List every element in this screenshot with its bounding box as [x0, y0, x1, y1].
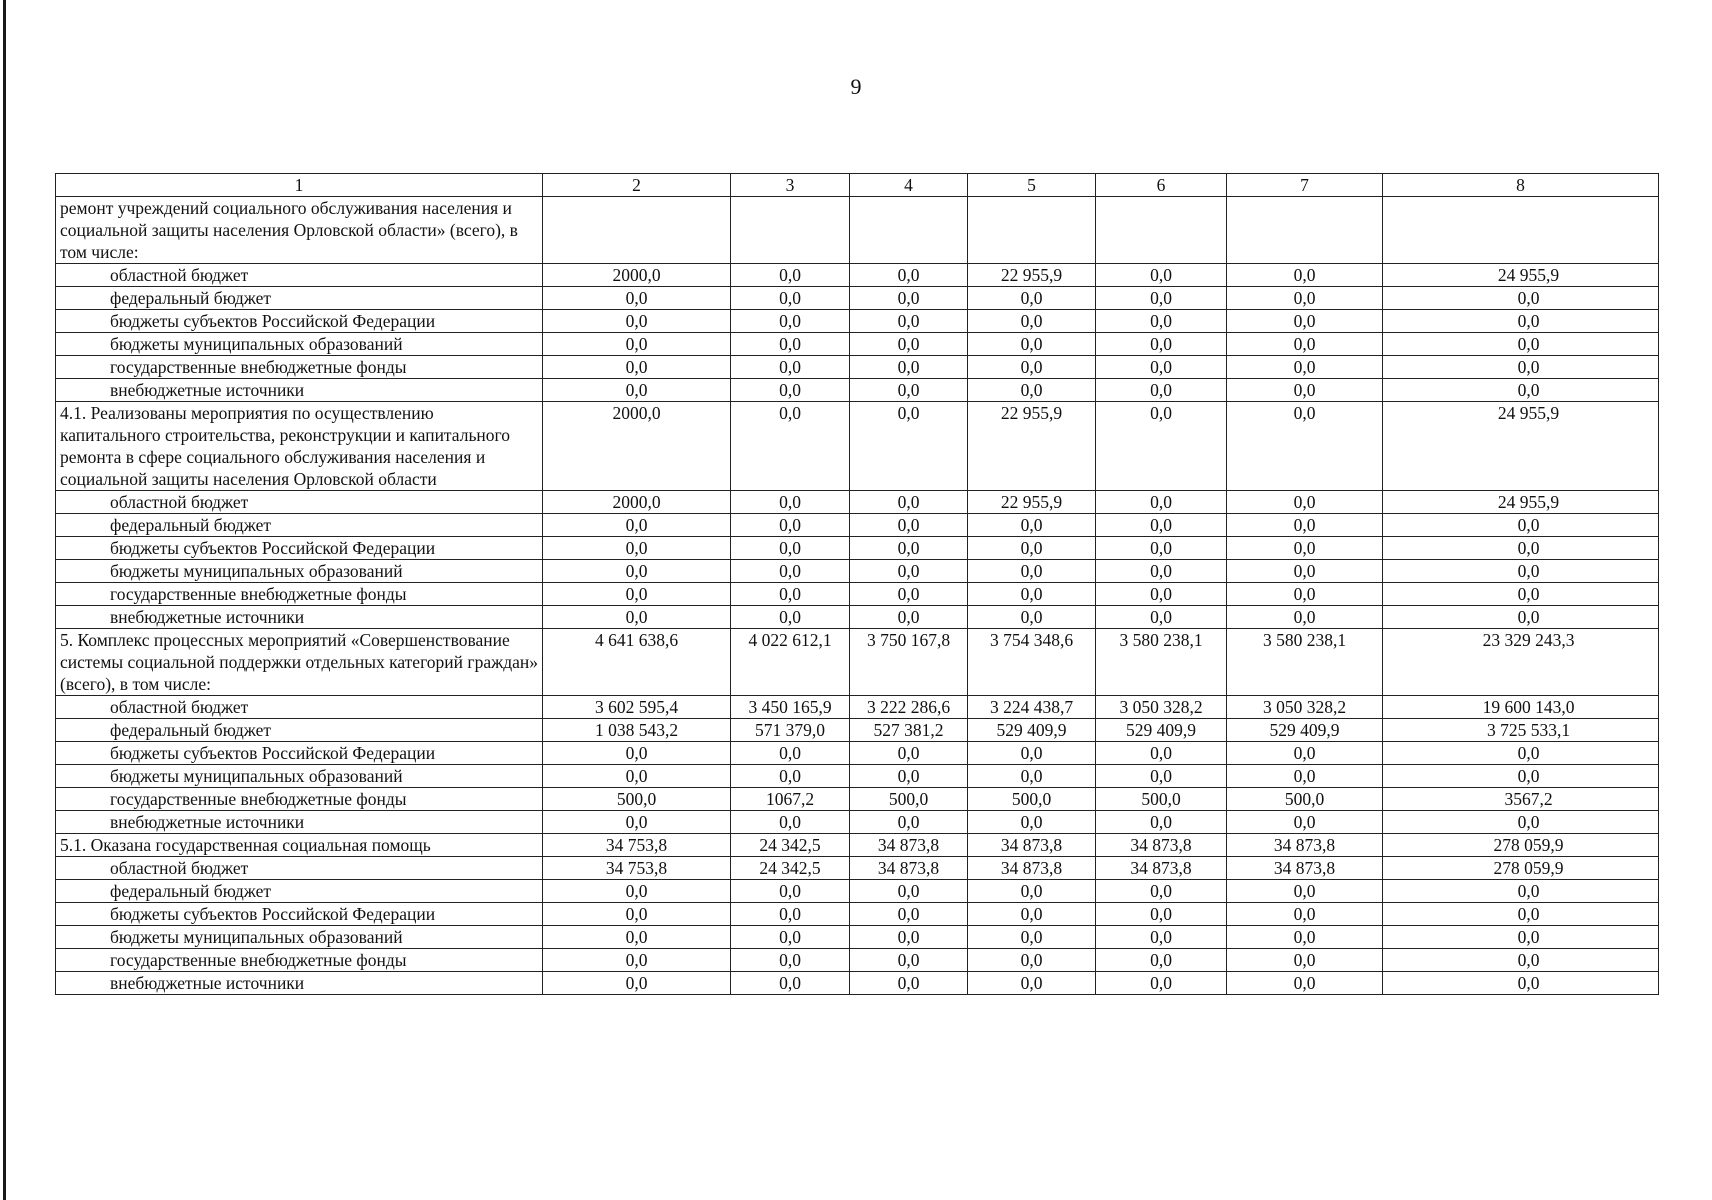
value-cell: [731, 197, 850, 264]
value-cell: 0,0: [1383, 537, 1659, 560]
value-cell: 0,0: [850, 949, 968, 972]
value-cell: 0,0: [1096, 333, 1227, 356]
value-cell: [543, 197, 731, 264]
value-cell: 0,0: [543, 606, 731, 629]
value-cell: 0,0: [1227, 333, 1383, 356]
value-cell: 0,0: [1227, 949, 1383, 972]
row-label: бюджеты субъектов Российской Федерации: [56, 310, 543, 333]
value-cell: 0,0: [543, 379, 731, 402]
value-cell: 0,0: [1227, 606, 1383, 629]
value-cell: 3567,2: [1383, 788, 1659, 811]
value-cell: 3 450 165,9: [731, 696, 850, 719]
value-cell: 24 342,5: [731, 857, 850, 880]
value-cell: 34 873,8: [850, 857, 968, 880]
value-cell: 0,0: [1227, 287, 1383, 310]
value-cell: 0,0: [731, 606, 850, 629]
row-label: бюджеты субъектов Российской Федерации: [56, 903, 543, 926]
value-cell: 24 955,9: [1383, 491, 1659, 514]
value-cell: 0,0: [543, 742, 731, 765]
row-label: государственные внебюджетные фонды: [56, 788, 543, 811]
value-cell: 0,0: [1096, 811, 1227, 834]
value-cell: 0,0: [731, 583, 850, 606]
table-row: [56, 926, 1659, 949]
scan-left-edge: [3, 0, 6, 1200]
value-cell: 0,0: [543, 903, 731, 926]
value-cell: 0,0: [968, 310, 1096, 333]
table-row: [56, 356, 1659, 379]
value-cell: 1 038 543,2: [543, 719, 731, 742]
value-cell: 19 600 143,0: [1383, 696, 1659, 719]
value-cell: 1067,2: [731, 788, 850, 811]
value-cell: 0,0: [543, 333, 731, 356]
value-cell: 0,0: [1096, 402, 1227, 491]
value-cell: 278 059,9: [1383, 857, 1659, 880]
row-label: федеральный бюджет: [56, 287, 543, 310]
value-cell: 500,0: [1096, 788, 1227, 811]
table-row: [56, 880, 1659, 903]
value-cell: 34 753,8: [543, 834, 731, 857]
value-cell: 0,0: [968, 356, 1096, 379]
table-row: [56, 560, 1659, 583]
col-header: 3: [731, 174, 850, 197]
value-cell: 3 754 348,6: [968, 629, 1096, 696]
value-cell: 0,0: [850, 606, 968, 629]
value-cell: 0,0: [850, 356, 968, 379]
value-cell: 0,0: [968, 765, 1096, 788]
value-cell: 0,0: [1227, 402, 1383, 491]
value-cell: 0,0: [731, 537, 850, 560]
value-cell: 0,0: [850, 903, 968, 926]
value-cell: 0,0: [1227, 811, 1383, 834]
table-row: [56, 333, 1659, 356]
row-label: бюджеты субъектов Российской Федерации: [56, 537, 543, 560]
value-cell: 0,0: [1227, 514, 1383, 537]
row-label: областной бюджет: [56, 696, 543, 719]
table-row: [56, 765, 1659, 788]
row-label: ремонт учреждений социального обслуживания населения и социальной защиты населения Орловской области» (всего), в том числе:: [56, 197, 543, 264]
value-cell: 0,0: [1383, 880, 1659, 903]
row-label: внебюджетные источники: [56, 606, 543, 629]
value-cell: 3 580 238,1: [1096, 629, 1227, 696]
value-cell: 0,0: [731, 491, 850, 514]
value-cell: 0,0: [543, 765, 731, 788]
value-cell: 0,0: [543, 811, 731, 834]
value-cell: 0,0: [850, 402, 968, 491]
row-label: бюджеты муниципальных образований: [56, 926, 543, 949]
value-cell: 0,0: [1096, 287, 1227, 310]
value-cell: 0,0: [1096, 742, 1227, 765]
value-cell: 0,0: [731, 287, 850, 310]
value-cell: 34 873,8: [968, 857, 1096, 880]
row-label: федеральный бюджет: [56, 719, 543, 742]
row-label: областной бюджет: [56, 491, 543, 514]
value-cell: 0,0: [1096, 491, 1227, 514]
value-cell: 500,0: [543, 788, 731, 811]
value-cell: 0,0: [543, 537, 731, 560]
value-cell: 0,0: [1096, 765, 1227, 788]
col-header: 2: [543, 174, 731, 197]
value-cell: 0,0: [731, 742, 850, 765]
row-label: 5.1. Оказана государственная социальная помощь: [56, 834, 543, 857]
value-cell: 0,0: [1383, 811, 1659, 834]
value-cell: 0,0: [1383, 514, 1659, 537]
table-row: [56, 811, 1659, 834]
value-cell: 22 955,9: [968, 402, 1096, 491]
value-cell: 23 329 243,3: [1383, 629, 1659, 696]
value-cell: 3 050 328,2: [1096, 696, 1227, 719]
table-row: [56, 606, 1659, 629]
row-label: федеральный бюджет: [56, 514, 543, 537]
value-cell: 0,0: [731, 972, 850, 995]
value-cell: 0,0: [731, 765, 850, 788]
value-cell: 3 224 438,7: [968, 696, 1096, 719]
value-cell: 0,0: [543, 949, 731, 972]
table-body: [56, 197, 1659, 995]
value-cell: 34 873,8: [1096, 857, 1227, 880]
value-cell: 0,0: [968, 379, 1096, 402]
value-cell: 0,0: [1383, 903, 1659, 926]
value-cell: 24 342,5: [731, 834, 850, 857]
row-label: внебюджетные источники: [56, 811, 543, 834]
value-cell: 0,0: [850, 287, 968, 310]
value-cell: 0,0: [1227, 926, 1383, 949]
value-cell: 0,0: [850, 264, 968, 287]
value-cell: 0,0: [968, 560, 1096, 583]
value-cell: 0,0: [968, 880, 1096, 903]
value-cell: 0,0: [731, 903, 850, 926]
table-row: [56, 491, 1659, 514]
value-cell: 3 602 595,4: [543, 696, 731, 719]
table-row: [56, 583, 1659, 606]
value-cell: 0,0: [1227, 972, 1383, 995]
value-cell: 0,0: [1227, 379, 1383, 402]
value-cell: 0,0: [1227, 765, 1383, 788]
value-cell: 0,0: [1383, 356, 1659, 379]
value-cell: 0,0: [543, 560, 731, 583]
value-cell: 0,0: [1227, 583, 1383, 606]
value-cell: 500,0: [1227, 788, 1383, 811]
value-cell: 22 955,9: [968, 491, 1096, 514]
value-cell: 0,0: [1227, 356, 1383, 379]
value-cell: 0,0: [731, 926, 850, 949]
value-cell: 0,0: [1227, 742, 1383, 765]
value-cell: 0,0: [1096, 903, 1227, 926]
value-cell: 0,0: [1383, 560, 1659, 583]
table-row: [56, 310, 1659, 333]
col-header: 7: [1227, 174, 1383, 197]
table-row: [56, 949, 1659, 972]
row-label: областной бюджет: [56, 264, 543, 287]
row-label: федеральный бюджет: [56, 880, 543, 903]
table-row: [56, 264, 1659, 287]
value-cell: 0,0: [1096, 972, 1227, 995]
row-label: бюджеты муниципальных образований: [56, 765, 543, 788]
table-row: [56, 696, 1659, 719]
value-cell: [1096, 197, 1227, 264]
value-cell: 0,0: [1096, 880, 1227, 903]
value-cell: 278 059,9: [1383, 834, 1659, 857]
value-cell: 3 725 533,1: [1383, 719, 1659, 742]
value-cell: 0,0: [850, 560, 968, 583]
value-cell: 34 873,8: [968, 834, 1096, 857]
value-cell: 0,0: [968, 287, 1096, 310]
value-cell: 0,0: [731, 811, 850, 834]
value-cell: 0,0: [1383, 972, 1659, 995]
header-row: [56, 174, 1659, 197]
value-cell: 0,0: [850, 491, 968, 514]
value-cell: 34 873,8: [1096, 834, 1227, 857]
value-cell: 24 955,9: [1383, 264, 1659, 287]
value-cell: 0,0: [1227, 537, 1383, 560]
value-cell: 0,0: [968, 949, 1096, 972]
value-cell: 0,0: [850, 514, 968, 537]
value-cell: 0,0: [1383, 310, 1659, 333]
row-label: государственные внебюджетные фонды: [56, 356, 543, 379]
value-cell: 0,0: [850, 742, 968, 765]
value-cell: 0,0: [968, 972, 1096, 995]
table-row: [56, 379, 1659, 402]
value-cell: 34 873,8: [1227, 857, 1383, 880]
value-cell: 0,0: [968, 742, 1096, 765]
value-cell: 0,0: [850, 537, 968, 560]
value-cell: 0,0: [731, 402, 850, 491]
value-cell: 0,0: [1383, 287, 1659, 310]
row-label: государственные внебюджетные фонды: [56, 949, 543, 972]
value-cell: 0,0: [1227, 491, 1383, 514]
value-cell: 0,0: [850, 880, 968, 903]
value-cell: 0,0: [850, 583, 968, 606]
value-cell: 24 955,9: [1383, 402, 1659, 491]
value-cell: 0,0: [1096, 264, 1227, 287]
value-cell: 0,0: [968, 333, 1096, 356]
value-cell: 0,0: [543, 356, 731, 379]
value-cell: 0,0: [1096, 926, 1227, 949]
value-cell: 0,0: [543, 880, 731, 903]
value-cell: 529 409,9: [968, 719, 1096, 742]
value-cell: 0,0: [731, 333, 850, 356]
value-cell: 0,0: [543, 514, 731, 537]
value-cell: 0,0: [1383, 742, 1659, 765]
col-header: 1: [56, 174, 543, 197]
value-cell: 2000,0: [543, 491, 731, 514]
table-row: [56, 972, 1659, 995]
value-cell: 0,0: [1383, 949, 1659, 972]
value-cell: 0,0: [850, 972, 968, 995]
value-cell: 0,0: [1383, 926, 1659, 949]
value-cell: 0,0: [543, 972, 731, 995]
table-row: [56, 402, 1659, 491]
value-cell: 0,0: [1096, 514, 1227, 537]
value-cell: 0,0: [1096, 606, 1227, 629]
value-cell: 0,0: [1096, 583, 1227, 606]
value-cell: 0,0: [850, 926, 968, 949]
table-row: [56, 719, 1659, 742]
value-cell: 0,0: [1227, 310, 1383, 333]
table-row: [56, 742, 1659, 765]
table-row: [56, 788, 1659, 811]
value-cell: 0,0: [1096, 949, 1227, 972]
table-row: [56, 537, 1659, 560]
value-cell: 500,0: [968, 788, 1096, 811]
value-cell: 571 379,0: [731, 719, 850, 742]
value-cell: 0,0: [1096, 537, 1227, 560]
value-cell: 0,0: [731, 560, 850, 583]
value-cell: 0,0: [850, 765, 968, 788]
value-cell: 0,0: [1096, 379, 1227, 402]
table-row: [56, 903, 1659, 926]
value-cell: 0,0: [968, 811, 1096, 834]
value-cell: 0,0: [1096, 356, 1227, 379]
value-cell: 0,0: [968, 514, 1096, 537]
value-cell: 0,0: [731, 264, 850, 287]
value-cell: 3 750 167,8: [850, 629, 968, 696]
row-label: бюджеты муниципальных образований: [56, 560, 543, 583]
table-row: [56, 514, 1659, 537]
value-cell: 500,0: [850, 788, 968, 811]
budget-table: [55, 173, 1659, 995]
value-cell: 0,0: [968, 903, 1096, 926]
value-cell: 0,0: [1227, 264, 1383, 287]
col-header: 5: [968, 174, 1096, 197]
value-cell: 0,0: [850, 333, 968, 356]
table-row: [56, 197, 1659, 264]
value-cell: 3 050 328,2: [1227, 696, 1383, 719]
value-cell: 0,0: [1096, 310, 1227, 333]
value-cell: 34 873,8: [1227, 834, 1383, 857]
value-cell: 2000,0: [543, 402, 731, 491]
value-cell: 34 753,8: [543, 857, 731, 880]
value-cell: 0,0: [731, 379, 850, 402]
value-cell: [850, 197, 968, 264]
value-cell: 0,0: [1383, 333, 1659, 356]
col-header: 4: [850, 174, 968, 197]
value-cell: [1227, 197, 1383, 264]
value-cell: 0,0: [1383, 583, 1659, 606]
value-cell: 527 381,2: [850, 719, 968, 742]
value-cell: 0,0: [731, 310, 850, 333]
value-cell: 4 641 638,6: [543, 629, 731, 696]
row-label: 4.1. Реализованы мероприятия по осуществлению капитального строительства, реконструкции и капитального ремонта в сфере социального обслуживания населения и социальной защиты населения Орловской области: [56, 402, 543, 491]
value-cell: 0,0: [1096, 560, 1227, 583]
value-cell: 0,0: [543, 926, 731, 949]
value-cell: 0,0: [731, 356, 850, 379]
value-cell: 529 409,9: [1227, 719, 1383, 742]
page-number: 9: [850, 74, 862, 99]
value-cell: 34 873,8: [850, 834, 968, 857]
value-cell: 2000,0: [543, 264, 731, 287]
value-cell: 0,0: [1227, 880, 1383, 903]
row-label: бюджеты субъектов Российской Федерации: [56, 742, 543, 765]
row-label: внебюджетные источники: [56, 972, 543, 995]
row-label: бюджеты муниципальных образований: [56, 333, 543, 356]
value-cell: 0,0: [1383, 606, 1659, 629]
col-header: 8: [1383, 174, 1659, 197]
value-cell: 0,0: [543, 310, 731, 333]
value-cell: 0,0: [850, 310, 968, 333]
row-label: областной бюджет: [56, 857, 543, 880]
value-cell: 0,0: [968, 537, 1096, 560]
value-cell: 4 022 612,1: [731, 629, 850, 696]
value-cell: [1383, 197, 1659, 264]
row-label: 5. Комплекс процессных мероприятий «Совершенствование системы социальной поддержки отдельных категорий граждан» (всего), в том числе:: [56, 629, 543, 696]
value-cell: 0,0: [968, 583, 1096, 606]
row-label: внебюджетные источники: [56, 379, 543, 402]
value-cell: 0,0: [1383, 765, 1659, 788]
value-cell: 3 222 286,6: [850, 696, 968, 719]
value-cell: 0,0: [968, 606, 1096, 629]
value-cell: 0,0: [1383, 379, 1659, 402]
value-cell: 0,0: [1227, 560, 1383, 583]
value-cell: 0,0: [850, 811, 968, 834]
value-cell: 22 955,9: [968, 264, 1096, 287]
value-cell: 0,0: [1227, 903, 1383, 926]
value-cell: [968, 197, 1096, 264]
value-cell: 3 580 238,1: [1227, 629, 1383, 696]
value-cell: 0,0: [850, 379, 968, 402]
value-cell: 529 409,9: [1096, 719, 1227, 742]
row-label: государственные внебюджетные фонды: [56, 583, 543, 606]
table-row: [56, 287, 1659, 310]
value-cell: 0,0: [731, 949, 850, 972]
table-row: [56, 834, 1659, 857]
value-cell: 0,0: [968, 926, 1096, 949]
value-cell: 0,0: [731, 880, 850, 903]
table-row: [56, 629, 1659, 696]
value-cell: 0,0: [543, 583, 731, 606]
table-row: [56, 857, 1659, 880]
value-cell: 0,0: [731, 514, 850, 537]
value-cell: 0,0: [543, 287, 731, 310]
col-header: 6: [1096, 174, 1227, 197]
